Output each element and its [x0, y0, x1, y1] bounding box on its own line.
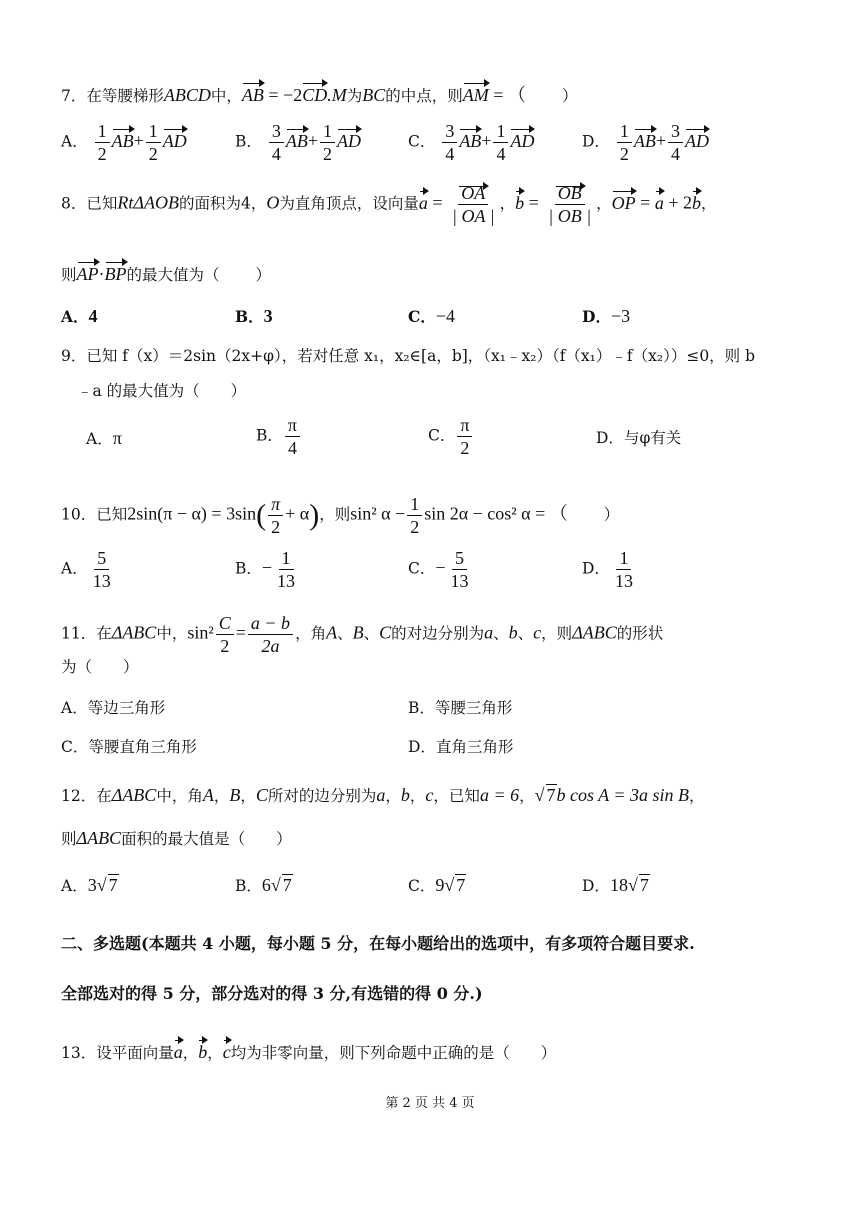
- q7-text3: 为: [346, 87, 363, 105]
- q11-sin: sin²: [187, 622, 214, 643]
- section-heading-line1: 二、多选题(本题共 4 小题，每小题 5 分，在每小题给出的选项中，有多项符合题目要求.: [61, 934, 695, 953]
- q8-text3: 为直角顶点，设向量: [279, 194, 419, 213]
- q8-triangle: RtΔAOB: [117, 192, 179, 213]
- option-value: −4: [435, 306, 455, 326]
- fraction-numerator: π: [268, 493, 283, 516]
- fraction: [442, 120, 457, 165]
- q8-eq: =: [427, 192, 447, 213]
- option-label: A．: [86, 430, 113, 448]
- fraction: [90, 547, 114, 592]
- q10-option-b[interactable]: [235, 547, 300, 592]
- option-label: D．: [582, 307, 611, 326]
- fraction: [146, 120, 161, 165]
- right-paren: ): [309, 498, 320, 532]
- q8-vec-ap: AP: [77, 258, 99, 284]
- q10-text: 已知: [96, 505, 128, 524]
- fraction: [216, 612, 234, 657]
- fraction: [248, 612, 293, 657]
- fraction-denominator: 4: [445, 144, 455, 164]
- q10-paren: ）: [603, 505, 620, 524]
- fraction-denominator: 2: [148, 144, 158, 164]
- q8-vec-bp: BP: [105, 258, 127, 284]
- q11-b: b: [508, 622, 518, 643]
- fraction-denominator: 2: [271, 517, 281, 537]
- q11-a: a: [484, 622, 494, 643]
- q8-end: ，: [700, 194, 717, 213]
- q11-eq: =: [235, 622, 246, 643]
- q11-C: C: [379, 622, 392, 643]
- fraction: [95, 120, 110, 165]
- q11-option-a[interactable]: [61, 698, 165, 718]
- q10-lhs: 2sin(π − α) = 3sin: [127, 503, 257, 524]
- q8-vec-op: OP: [612, 187, 636, 213]
- plus: +: [481, 130, 492, 151]
- q8-stem-line2: [61, 258, 271, 285]
- q12-option-a[interactable]: [61, 874, 119, 896]
- q13-comma: ，: [182, 1044, 199, 1062]
- q11-text3: ，角: [295, 624, 327, 643]
- option-label: C．: [408, 559, 436, 578]
- q8-comma: ，: [499, 194, 516, 213]
- section-heading-line2: 全部选对的得 5 分，部分选对的得 3 分,有选错的得 0 分.): [61, 984, 483, 1003]
- q13-text: 设平面向量: [96, 1044, 174, 1062]
- q12-text3: 所对的边分别为: [267, 787, 377, 805]
- option-label: C．: [408, 307, 436, 326]
- fraction-denominator: 13: [277, 571, 296, 591]
- fraction: [285, 414, 300, 459]
- q7-eq: = −2: [263, 85, 303, 105]
- page-footer: 第 2 页 共 4 页: [385, 1096, 475, 1111]
- q13-vec-c: c: [223, 1036, 231, 1062]
- q12-triangle: ΔABC: [111, 785, 157, 805]
- q12-text: 在: [96, 787, 112, 805]
- option-label: C．: [61, 738, 89, 756]
- q12-number: 12．: [61, 787, 97, 805]
- sqrt-sign: √: [627, 875, 638, 895]
- fraction-numerator: 1: [279, 547, 294, 570]
- sqrt-sign: √: [96, 875, 107, 895]
- vec: AD: [337, 125, 361, 151]
- option-coef: 3: [87, 875, 97, 895]
- q8-vec-a: a: [419, 187, 428, 213]
- q13-vec-b: b: [198, 1036, 207, 1062]
- fraction-numerator: 1: [617, 120, 632, 143]
- plus: +: [307, 130, 318, 151]
- fraction-denominator: 4: [271, 144, 281, 164]
- q7-paren: ）: [561, 87, 578, 105]
- q9-option-c[interactable]: [428, 414, 474, 459]
- fraction: [457, 414, 472, 459]
- q11-c: c: [533, 622, 542, 643]
- q12-text2: 中，角: [156, 787, 203, 805]
- vec: AD: [685, 125, 709, 151]
- q7-option-a[interactable]: [61, 120, 187, 165]
- option-coef: 18: [609, 875, 628, 895]
- option-label: A．: [61, 699, 88, 717]
- q12-comma: ，: [240, 787, 256, 805]
- q11-sep: 、: [363, 624, 380, 643]
- q12-relation: b cos A = 3a sin B: [556, 785, 689, 805]
- q12-radicand: 7: [546, 785, 556, 805]
- q11-text5: ，则: [541, 624, 573, 643]
- plus: +: [655, 130, 667, 151]
- q12-B: B: [229, 785, 241, 805]
- q7-vec-am: AM: [463, 79, 489, 105]
- fraction: [407, 493, 422, 538]
- option-radicand: 7: [108, 875, 118, 895]
- option-label: B．: [408, 699, 435, 717]
- fraction-denominator: 2a: [261, 636, 280, 656]
- q11-stem-line2: 为（ ）: [61, 658, 139, 676]
- fraction-denominator: | OB |: [548, 206, 592, 226]
- option-sign: −: [261, 557, 273, 578]
- q12-comma: ，: [519, 787, 535, 805]
- q11-triangle2: ΔABC: [572, 622, 617, 643]
- fraction: [268, 493, 283, 538]
- q11-sep: 、: [337, 624, 353, 643]
- q7-text: 在等腰梯形: [86, 87, 164, 105]
- q8-oa-fraction: [449, 182, 498, 227]
- option-label: D．: [596, 429, 624, 447]
- option-label: D．: [582, 559, 610, 578]
- fraction-numerator: 1: [95, 120, 110, 143]
- option-radicand: 7: [639, 875, 649, 895]
- q8-paren: ）: [255, 266, 272, 284]
- option-value: π: [112, 428, 122, 448]
- fraction-denominator: 2: [220, 636, 230, 656]
- q12-a-eq: a = 6: [479, 785, 520, 805]
- fraction-numerator: 1: [616, 547, 631, 570]
- q7-eq2: = （: [488, 85, 526, 105]
- q12-triangle2: ΔABC: [76, 828, 122, 848]
- fraction-numerator: π: [457, 414, 472, 437]
- option-value: 等腰直角三角形: [88, 738, 197, 756]
- fraction-numerator: 3: [269, 120, 284, 143]
- q10-rest: + α: [285, 503, 310, 524]
- q10-expr2: sin 2α − cos² α = （: [424, 503, 568, 524]
- q12-option-d[interactable]: [582, 874, 650, 896]
- q11-sep: 、: [493, 624, 509, 643]
- fraction-denominator: 4: [287, 438, 297, 458]
- fraction-denominator: 13: [450, 571, 469, 591]
- option-value: 与φ有关: [623, 429, 682, 447]
- q12-A: A: [202, 785, 214, 805]
- q8-stem: [61, 182, 716, 227]
- q13-vec-a: a: [174, 1036, 183, 1062]
- option-label: B．: [256, 426, 283, 445]
- q11-number: 11．: [61, 624, 97, 643]
- fraction-denominator: 13: [614, 571, 633, 591]
- q12-C: C: [255, 785, 268, 805]
- q12-text4: ，已知: [433, 787, 480, 805]
- q12-c: c: [425, 785, 434, 805]
- fraction: [320, 120, 335, 165]
- q8-o: O: [266, 192, 280, 213]
- fraction: [493, 120, 508, 165]
- fraction-numerator: 3: [442, 120, 457, 143]
- q9-option-d[interactable]: [596, 428, 681, 448]
- fraction-denominator: 13: [92, 571, 111, 591]
- q7-number: 7．: [61, 87, 87, 105]
- fraction-numerator: C: [216, 612, 234, 635]
- q11-text4: 的对边分别为: [391, 624, 485, 643]
- q8-vec-a2: a: [655, 187, 664, 213]
- q13-text2: 均为非零向量，则下列命题中正确的是（ ）: [230, 1044, 557, 1062]
- fraction: [274, 547, 298, 592]
- q11-option-b[interactable]: [408, 698, 512, 718]
- fraction-denominator: 2: [97, 144, 107, 164]
- option-label: A．: [61, 877, 88, 895]
- q11-text2: 中，: [156, 624, 188, 643]
- option-sign: −: [435, 557, 446, 578]
- left-paren: (: [256, 498, 267, 532]
- q7-vec-ab: AB: [242, 79, 264, 105]
- q8-dot: ·: [98, 264, 105, 284]
- fraction-numerator: 1: [407, 493, 422, 516]
- fraction-denominator: 2: [619, 144, 629, 164]
- fraction-denominator: 2: [410, 517, 420, 537]
- vec: AB: [286, 125, 308, 151]
- q10-stem: [61, 493, 619, 538]
- q8-vec-b2: b: [692, 187, 701, 213]
- q11-stem: [61, 612, 663, 657]
- q10-expr1: sin² α −: [350, 503, 406, 524]
- q11-option-c[interactable]: [61, 737, 197, 757]
- q11-sep: 、: [517, 624, 534, 643]
- q13-number: 13．: [61, 1044, 97, 1062]
- option-label: C．: [408, 877, 436, 895]
- q13-comma: ，: [207, 1044, 223, 1062]
- q12-b: b: [400, 785, 410, 805]
- option-label: A．: [61, 307, 89, 326]
- q9-stem-line2: ﹣a 的最大值为（ ）: [77, 382, 247, 400]
- fraction: [612, 547, 636, 592]
- option-value: −3: [610, 306, 631, 326]
- q12-option-b[interactable]: [235, 874, 293, 896]
- option-value: 直角三角形: [435, 738, 514, 756]
- option-label: D．: [582, 132, 610, 151]
- sqrt-sign: √: [270, 875, 281, 895]
- q7-abcd: ABCD: [163, 85, 211, 105]
- q12-end: ，: [689, 787, 705, 805]
- q8-text2: 的面积为4，: [178, 194, 267, 213]
- q12-stem-line2: [61, 828, 292, 849]
- q11-option-d[interactable]: [408, 737, 513, 757]
- option-label: B．: [235, 132, 262, 151]
- option-radicand: 7: [282, 875, 292, 895]
- option-label: A．: [61, 559, 88, 578]
- q12-text6: 面积的最大值是（ ）: [121, 830, 292, 848]
- fraction: [448, 547, 472, 592]
- q11-text: 在: [96, 624, 112, 643]
- q10-text2: ，则: [319, 505, 351, 524]
- option-radicand: 7: [456, 875, 466, 895]
- vec: AB: [459, 125, 481, 151]
- q8-option-c[interactable]: [408, 306, 455, 327]
- plus: +: [133, 130, 144, 151]
- q10-option-d[interactable]: [582, 547, 638, 592]
- option-label: B．: [235, 559, 262, 578]
- q7-m: .M: [327, 85, 347, 105]
- q8-option-d[interactable]: [582, 306, 630, 327]
- fraction-numerator: 1: [320, 120, 335, 143]
- q7-vec-cd: CD: [302, 79, 327, 105]
- q12-option-c[interactable]: [408, 874, 466, 896]
- q11-A: A: [326, 622, 338, 643]
- q8-number: 8．: [61, 194, 87, 213]
- fraction: [617, 120, 632, 165]
- vec: AD: [510, 125, 534, 151]
- q11-text6: 的形状: [616, 624, 664, 643]
- fraction-denominator: 2: [460, 438, 470, 458]
- q8-ob-fraction: [545, 182, 594, 227]
- q13-stem: [61, 1036, 556, 1063]
- fraction-denominator: | OA |: [452, 206, 495, 226]
- q12-comma: ，: [409, 787, 426, 805]
- option-label: B．: [235, 877, 262, 895]
- q11-triangle: ΔABC: [111, 622, 157, 643]
- q8-comma2: ，: [596, 194, 612, 213]
- q12-text5: 则: [61, 830, 77, 848]
- sqrt-sign: √: [444, 875, 455, 895]
- vec: AD: [163, 125, 187, 151]
- q8-text4: 则: [61, 266, 77, 284]
- q7-text4: 的中点，则: [385, 87, 463, 105]
- fraction-numerator: 5: [94, 547, 109, 570]
- q8-vec-b: b: [515, 187, 524, 213]
- fraction-numerator: 3: [668, 120, 683, 143]
- q8-text5: 的最大值为（: [126, 266, 220, 284]
- q9-option-a[interactable]: [86, 428, 122, 449]
- option-coef: 9: [435, 875, 445, 895]
- q10-number: 10．: [61, 505, 97, 524]
- q8-text: 已知: [86, 194, 118, 213]
- fraction-denominator: 4: [496, 144, 506, 164]
- q8-plus: + 2: [663, 192, 692, 213]
- q7-text2: 中，: [210, 87, 242, 105]
- q7-bc: BC: [362, 85, 386, 105]
- option-label: A．: [61, 132, 88, 151]
- q12-stem: [61, 784, 705, 806]
- vec: AB: [112, 125, 134, 151]
- vec: AB: [634, 125, 656, 151]
- q11-B: B: [352, 622, 364, 643]
- option-value: 4: [88, 306, 98, 326]
- q7-option-c[interactable]: [408, 120, 534, 165]
- q10-option-c[interactable]: [408, 547, 474, 592]
- q7-option-b[interactable]: [235, 120, 361, 165]
- option-coef: 6: [261, 875, 271, 895]
- q9-option-b[interactable]: [256, 414, 302, 459]
- option-label: D．: [408, 738, 436, 756]
- fraction-numerator: 1: [493, 120, 508, 143]
- q8-option-b[interactable]: [235, 306, 273, 327]
- option-label: B．: [235, 307, 264, 326]
- option-label: C．: [428, 426, 456, 445]
- fraction-numerator: OA: [458, 182, 488, 205]
- fraction-numerator: 5: [452, 547, 467, 570]
- fraction-numerator: a − b: [248, 612, 293, 635]
- sqrt-sign: √: [534, 785, 545, 805]
- option-value: 等腰三角形: [434, 699, 513, 717]
- option-label: C．: [408, 132, 436, 151]
- fraction: [269, 120, 284, 165]
- fraction-denominator: 2: [322, 144, 332, 164]
- q12-comma: ，: [213, 787, 230, 805]
- fraction-numerator: π: [285, 414, 300, 437]
- option-value: 3: [263, 306, 273, 326]
- option-value: 等边三角形: [87, 699, 166, 717]
- q8-eq3: =: [635, 192, 655, 213]
- q7-stem: [61, 79, 577, 106]
- fraction-numerator: 1: [146, 120, 161, 143]
- option-label: D．: [582, 877, 610, 895]
- q10-option-a[interactable]: [61, 547, 116, 592]
- q7-option-d[interactable]: [582, 120, 709, 165]
- q8-eq2: =: [524, 192, 544, 213]
- q9-stem: 9．已知 f（x）＝2sin（2x+φ），若对任意 x₁，x₂∈[a，b]，（x₁﹣x₂）（f（x₁）﹣f（x₂））≤0，则 b: [61, 347, 756, 365]
- fraction-numerator: OB: [555, 182, 585, 205]
- fraction-denominator: 4: [671, 144, 681, 164]
- q12-a: a: [376, 785, 386, 805]
- fraction: [668, 120, 683, 165]
- q12-comma: ，: [385, 787, 401, 805]
- q8-option-a[interactable]: [61, 306, 98, 327]
